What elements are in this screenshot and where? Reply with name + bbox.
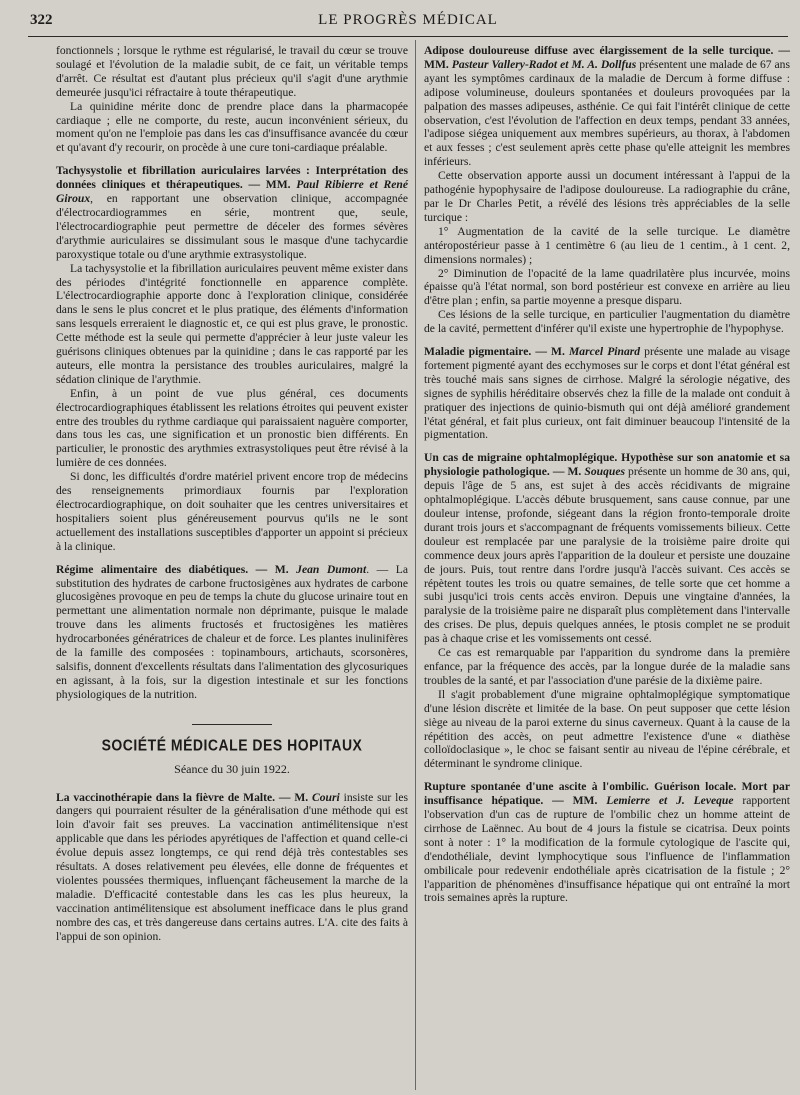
intro-paragraph: La quinidine mérite donc de prendre place dans la pharmacopée cardiaque ; elle ne comporte, du reste, aucun inconvénient sérieux, du moment qu'on ne l'emploie pas dans les cas d'insuffisance avancée du cœur et qu'avant d'y recourir, on procède à une cure toni-cardiaque préalable. bbox=[56, 99, 408, 155]
intro-paragraph: fonctionnels ; lorsque le rythme est régularisé, le travail du cœur se trouve soulagé et l'évolution de la maladie subit, de ce fait, un véritable temps d'arrêt. Ce résultat est d'autant plus précieux qu'il s'agit d'une arythmie demeurée jusqu'ici réfractaire à toute thérapeutique. bbox=[56, 44, 408, 99]
article-body bbox=[424, 780, 790, 905]
article-body bbox=[424, 44, 790, 169]
article-paragraph: Enfin, à un point de vue plus général, ces documents électrocardiographiques établissent les relations étroites qui peuvent exister entre des troubles du rythme cardiaque qui paraissaient naguère comporter, dans tous les cas, une signification et un pronostic bien différents. En particulier, le pronostic des arythmies extrasystoliques peut être révisé à la lumière de ces données. bbox=[56, 386, 408, 470]
article-paragraph: 1° Augmentation de la cavité de la selle turcique. Le diamètre antéropostérieur passe à 1 centimètre 6 (au lieu de 1 centim., à 1 cent. 2, dimensions normales) ; bbox=[424, 224, 790, 266]
article-text: insiste sur les dangers qui pourraient résulter de la généralisation d'une méthode qui est loin d'avoir fait ses preuves. La vaccination antimélitensique n'est applicable que dans les périodes apyrétiques de l'affection et quand celle-ci évolue depuis assez longtemps, ce qui rend déjà très contestables ses résultats. A doses relativement peu élevées, elle donne de fréquentes et violentes poussées thermiques, influençant fâcheusement la marche de la maladie. D'efficacité contestable dans les cas les plus heureux, la vaccination antimélitensique est absolument inefficace dans le plus grand nombre des cas, et très dangereuse dans certains autres. L'A. cite des faits à l'appui de son opinion. bbox=[56, 790, 408, 943]
society-title: SOCIÉTÉ MÉDICALE DES HOPITAUX bbox=[101, 735, 363, 754]
session-date: Séance du 30 juin 1922. bbox=[174, 761, 290, 776]
article-migraine bbox=[424, 451, 790, 771]
left-column bbox=[56, 44, 408, 943]
article-body bbox=[56, 791, 408, 944]
article-vaccinotherapie bbox=[56, 791, 408, 944]
article-lead: , en rapportant une observation clinique, accompagnée d'électrocardiogrammes en série, montrent que, seule, l'électrocardiographie peut permettre de déceler des formes sévères d'arythmie auriculaires se dissimulant sous le masque d'une tachycardie paroxystique totale ou d'une arythmie extrasystolique. bbox=[56, 192, 408, 261]
article-body bbox=[424, 451, 790, 646]
article-authors: Jean Dumont bbox=[296, 562, 367, 576]
article-body bbox=[56, 164, 408, 261]
article-authors: Pasteur Vallery-Radot et M. A. Dollfus bbox=[451, 57, 637, 71]
article-paragraph: Ce cas est remarquable par l'apparition du syndrome dans la première enfance, par la fréquence des accès, par la longue durée de la maladie sans troubles de la santé, et par l'association d'une parésie de la dixième paire. bbox=[424, 646, 790, 687]
header-rule bbox=[28, 36, 788, 37]
article-lead: présentent une malade de 67 ans ayant les symptômes cardinaux de la maladie de Dercum à forme diffuse : adipose volumineuse, douleurs spontanées et douleurs provoquées par la palpation des masses adipeuses, asthénie. Ce qui fait l'intérêt clinique de cette observation, c'est l'évolution de l'affection en deux temps, pendant 33 années, l'adipose siégea uniquement aux membres supérieurs, au thorax, à l'abdomen et aux fesses ; c'est seulement après cette phase qu'elle atteignit les membres inférieurs. bbox=[424, 57, 790, 169]
right-column bbox=[424, 44, 790, 905]
article-regime bbox=[56, 563, 408, 702]
article-paragraph: La tachysystolie et la fibrillation auriculaires peuvent même exister dans des périodes d'intégrité fonctionnelle en apparence complète. L'électrocardiographie apporte donc à l'exploration clinique, considérée dans le sens le plus concret et le plus pratique, des éléments d'information sans lesquels erreraient le diagnostic et, ce qui est plus grave, le pronostic. Cette méthode est la seule qui permette d'apprécier à leur juste valeur les guérisons cliniques obtenues par la quinidine ; dans le cas rapporté par les auteurs, elle montra la persistance des troubles auriculaires, malgré la sédation clinique de l'arythmie. bbox=[56, 261, 408, 386]
article-title: Un cas de migraine ophtalmoplégique. Hypothèse sur son anatomie et sa physiologie pathologique. — M. bbox=[424, 451, 790, 479]
article-body bbox=[56, 563, 408, 702]
article-authors: Lemierre et J. Leveque bbox=[606, 794, 734, 808]
column-divider bbox=[415, 40, 416, 1090]
article-paragraph: Si donc, les difficultés d'ordre matériel privent encore trop de médecins des renseignements primordiaux fournis par l'exploration électrocardiographique, on doit souhaiter que les centres universitaires et hospitaliers soient plus généreusement pourvus qu'ils ne le sont actuellement des installations susceptibles d'apporter un appoint si précieux à la clinique. bbox=[56, 470, 408, 553]
article-title: Maladie pigmentaire. — M. bbox=[424, 345, 569, 359]
article-title: Adipose douloureuse diffuse avec élargissement de la selle turcique. — MM. bbox=[424, 44, 790, 71]
article-authors: Souques bbox=[584, 465, 625, 479]
article-authors: Couri bbox=[312, 790, 340, 804]
page-header bbox=[28, 8, 788, 34]
article-text: rapportent l'observation d'un cas de rupture de l'ombilic chez un homme atteint de cirrhose de Laënnec. Au bout de 4 jours la fistule se cicatrisa. Deux points sont à noter : 1° la modification de la formule cytologique de l'ascite qui, d'endothéliale, devint lymphocytique sous l'influence de l'inflammation ombilicale pour redevenir endothéliale après cicatrisation de la fistule ; 2° l'apparition de phénomènes d'insuffisance hépatique qui ont entraîné la mort trois semaines après la rupture. bbox=[424, 794, 791, 905]
article-title: Rupture spontanée d'une ascite à l'ombilic. Guérison locale. Mort par insuffisance hépatique. — MM. bbox=[424, 780, 790, 808]
article-paragraph: Ces lésions de la selle turcique, en particulier l'augmentation du diamètre de la cavité, permettent d'inférer qu'il existe une hypertrophie de l'hypophyse. bbox=[424, 308, 790, 336]
article-title: Tachysystolie et fibrillation auriculaires larvées : Interprétation des données cliniques et thérapeutiques. — MM. bbox=[56, 164, 408, 192]
page-number: 322 bbox=[30, 12, 53, 28]
section-rule bbox=[192, 724, 272, 725]
article-paragraph: 2° Diminution de l'opacité de la lame quadrilatère plus incurvée, moins épaisse qu'à l'état normal, son bord postérieur est convexe en arrière au lieu d'être plan ; enfin, sa partie moyenne a presque disparu. bbox=[424, 266, 790, 308]
journal-title: LE PROGRÈS MÉDICAL bbox=[318, 12, 498, 28]
article-authors: Marcel Pinard bbox=[568, 345, 641, 359]
article-authors: Paul Ribierre et René Giroux bbox=[56, 178, 408, 206]
article-lead: présente un homme de 30 ans, qui, depuis l'âge de 5 ans, est sujet à des accès récidivants de migraine ophtalmoplégique. L'accès débute brusquement, sans cause connue, par une douleur intense, profonde, siégeant dans la région fronto-temporale droite durant trois jours et s'accompagnant de fréquents vomissements bilieux. Cette douleur est remplacée par une paralysie de la troisième paire droite qui commence deux jours après l'apparition de la douleur et persiste une douzaine de jours. Puis, tout rentre dans l'ordre jusqu'à l'accès suivant. Ces accès se répètent toutes les trois ou quatre semaines, de telle sorte que cet homme a subi jusqu'ici trois cents accès environ. Depuis une vingtaine d'années, la paralysie de la troisième paire ne disparaît plus complètement dans l'intervalle des crises. De plus, depuis quelques années, le ptosis complet ne se produit pas à chaque crise et les vomissements ont cessé. bbox=[424, 465, 790, 646]
article-tachysystolie bbox=[56, 164, 408, 553]
article-title: Régime alimentaire des diabétiques. — M. bbox=[56, 562, 297, 576]
society-section-header bbox=[56, 724, 408, 777]
article-paragraph: Il s'agit probablement d'une migraine ophtalmoplégique symptomatique d'une lésion discrète et limitée de la base. On peut supposer que cette lésion siège au niveau de la paroi externe du sinus caverneux. Quant à la cause de la répétition des accès, on peut admettre l'existence d'une « diathèse colloïdoclasique », le choc se faisant sentir au niveau de l'épine cérébrale, et déterminant le syndrome clinique. bbox=[424, 687, 790, 771]
article-rupture bbox=[424, 780, 790, 905]
article-text: . — La substitution des hydrates de carbone fructosigènes aux hydrates de carbone glucosigènes provoque en peu de temps la chute du glucose urinaire tout en permettant une alimentation normale non déprimante, puisque le malade trouve dans les aliments fructosés et fructosigènes les matières hydrocarbonées génératrices de chaleur et de force. Les plantes inulinifères de la famille des composées : topinambours, artichauts, scorsonères, salsifis, donnent d'excellents résultats dans l'alimentation des glycosuriques en agissant, à la fois, sur la digestion intestinale et sur les fonctions physiologiques de la nutrition. bbox=[56, 562, 408, 701]
article-pigmentaire bbox=[424, 345, 790, 442]
article-body bbox=[424, 345, 790, 442]
article-adipose bbox=[424, 44, 790, 336]
article-text: présente une malade au visage fortement pigmenté ayant des ecchymoses sur le corps et dont l'état général est très touché mais sans signes de cirrhose. Malgré la sérologie négative, des signes de syphilis héréditaire observés chez la fille de la malade ont conduit à pratiquer des injections de quinio-bismuth qui ont déjà amélioré grandement l'état général, et fait plus curieux, ont fait diminuer beaucoup l'intensité de la pigmentation. bbox=[424, 345, 790, 442]
article-paragraph: Cette observation apporte aussi un document intéressant à l'appui de la pathogénie hypophysaire de l'adipose douloureuse. La radiographie du crâne, par le Dr Charles Petit, a révélé des lésions très appréciables de la selle turcique : bbox=[424, 169, 790, 224]
article-title: La vaccinothérapie dans la fièvre de Malte. — M. bbox=[56, 790, 313, 804]
